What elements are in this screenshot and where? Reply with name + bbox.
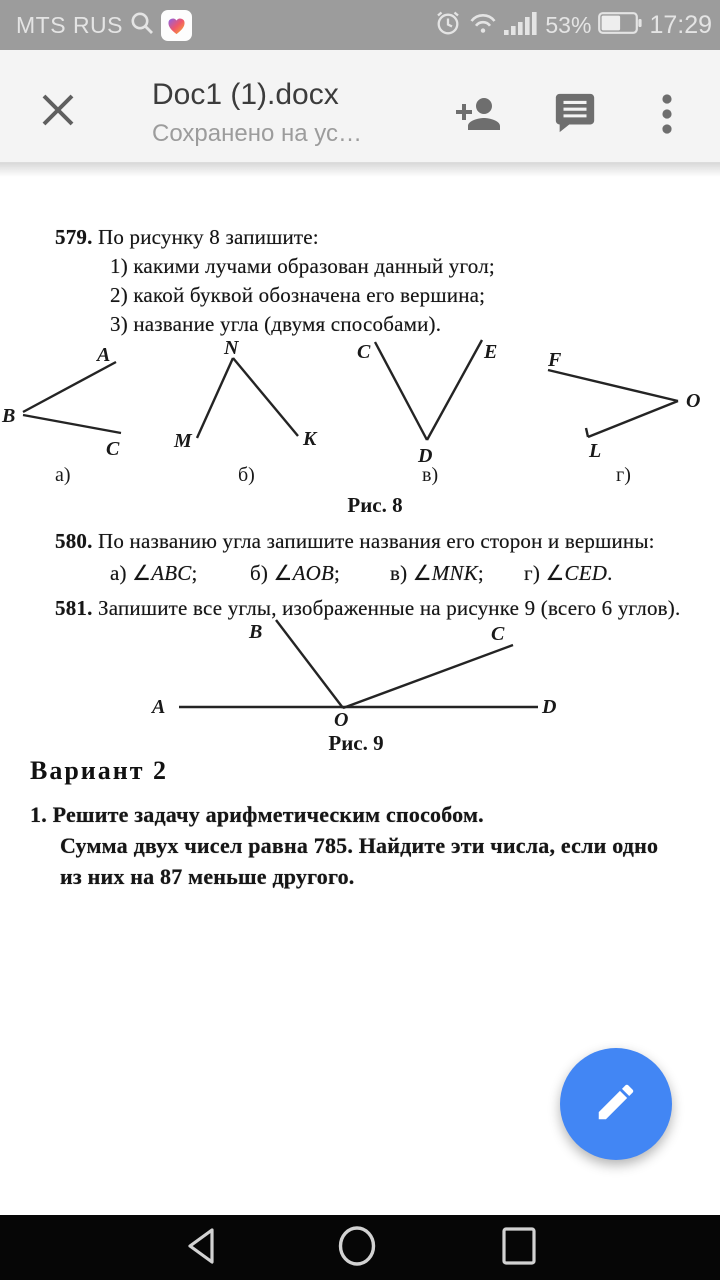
problem-580-intro: 580. По названию угла запишите названия его сторон и вершины: [55, 529, 655, 553]
edit-fab-button[interactable] [560, 1048, 672, 1160]
figure-9 [0, 612, 720, 762]
fig8-g-label-L: L [589, 440, 602, 462]
alarm-icon [434, 9, 462, 42]
problem-580-item-b: б) ∠AOB; [250, 561, 341, 585]
overflow-menu-button[interactable] [646, 90, 688, 138]
fig8-g-label-F: F [548, 349, 562, 371]
pencil-icon [593, 1079, 639, 1130]
carrier-label: MTS RUS [16, 11, 123, 38]
problem-579-item-2: 2) какой буквой обозначена его вершина; [110, 283, 486, 307]
fig9-label-O: O [334, 709, 349, 731]
fig9-label-A: A [152, 696, 166, 718]
problem-581-number: 581. [55, 596, 93, 620]
fig8-b-label-M: M [174, 430, 192, 452]
fig8-sublabel-g: г) [616, 464, 631, 486]
problem-1-line-2: Сумма двух чисел равна 785. Найдите эти числа, если одно [60, 833, 659, 858]
problem-579-number: 579. [55, 225, 93, 249]
fig8-v-label-D: D [418, 445, 433, 467]
add-person-button[interactable] [454, 90, 502, 138]
recents-square-icon [500, 1226, 538, 1271]
problem-579-item-1: 1) какими лучами образован данный угол; [110, 254, 495, 278]
fig9-label-B: B [249, 621, 263, 643]
fig8-a-label-C: C [106, 438, 120, 460]
fig8-sublabel-a: а) [55, 464, 71, 486]
battery-icon [598, 12, 642, 39]
problem-1-line-3: из них на 87 меньше другого. [60, 864, 355, 889]
problem-579-intro: 579. По рисунку 8 запишите: [55, 225, 319, 249]
status-bar [0, 0, 720, 50]
fig8-b-label-K: K [303, 428, 317, 450]
comments-button[interactable] [552, 90, 600, 138]
header-shadow [0, 163, 720, 177]
app-header [0, 50, 720, 163]
variant-heading-clipped: Вариант 2 [30, 756, 169, 785]
heart-app-icon [161, 10, 192, 41]
figure-8 [0, 335, 720, 520]
home-circle-icon [336, 1225, 378, 1272]
fig8-sublabel-b: б) [238, 464, 255, 486]
save-status: Сохранено на ус… [152, 120, 362, 147]
problem-580-item-g: г) ∠CED. [524, 561, 613, 585]
fig8-g-label-O: O [686, 390, 701, 412]
wifi-icon [469, 11, 497, 40]
document-title: Doc1 (1).docx [152, 78, 339, 111]
fig8-sublabel-v: в) [422, 464, 439, 486]
document-title-block [152, 78, 442, 148]
problem-579-item-3: 3) название угла (двумя способами). [110, 312, 442, 336]
status-bar-right [434, 0, 712, 50]
problem-580-number: 580. [55, 529, 93, 553]
recents-button[interactable] [498, 1227, 540, 1269]
problem-1-number: 1. [30, 802, 47, 827]
fig8-a-label-B: B [2, 405, 16, 427]
fig8-a-label-A: A [97, 344, 111, 366]
android-nav-bar [0, 1215, 720, 1280]
problem-580-item-v: в) ∠MNK; [390, 561, 484, 585]
search-icon [129, 10, 155, 41]
fig9-label-C: C [491, 623, 505, 645]
home-button[interactable] [336, 1227, 378, 1269]
problem-1-line-1: 1. Решите задачу арифметическим способом. [30, 802, 484, 827]
close-button[interactable] [38, 90, 78, 130]
status-bar-left [16, 0, 192, 50]
fig8-v-label-E: E [484, 341, 498, 363]
problem-581-text: 581. Запишите все углы, изображенные на рисунке 9 (всего 6 углов). [55, 596, 681, 620]
back-triangle-icon [185, 1226, 217, 1271]
fig8-b-label-N: N [224, 337, 239, 359]
fig9-caption: Рис. 9 [328, 731, 384, 755]
fig9-label-D: D [542, 696, 557, 718]
battery-percent-label: 53% [545, 11, 592, 38]
problem-580-item-a: а) ∠ABC; [110, 561, 198, 585]
clock-label: 17:29 [649, 10, 712, 39]
signal-icon [504, 10, 538, 40]
back-button[interactable] [180, 1227, 222, 1269]
fig8-v-label-C: C [357, 341, 371, 363]
fig8-caption: Рис. 8 [347, 493, 403, 517]
